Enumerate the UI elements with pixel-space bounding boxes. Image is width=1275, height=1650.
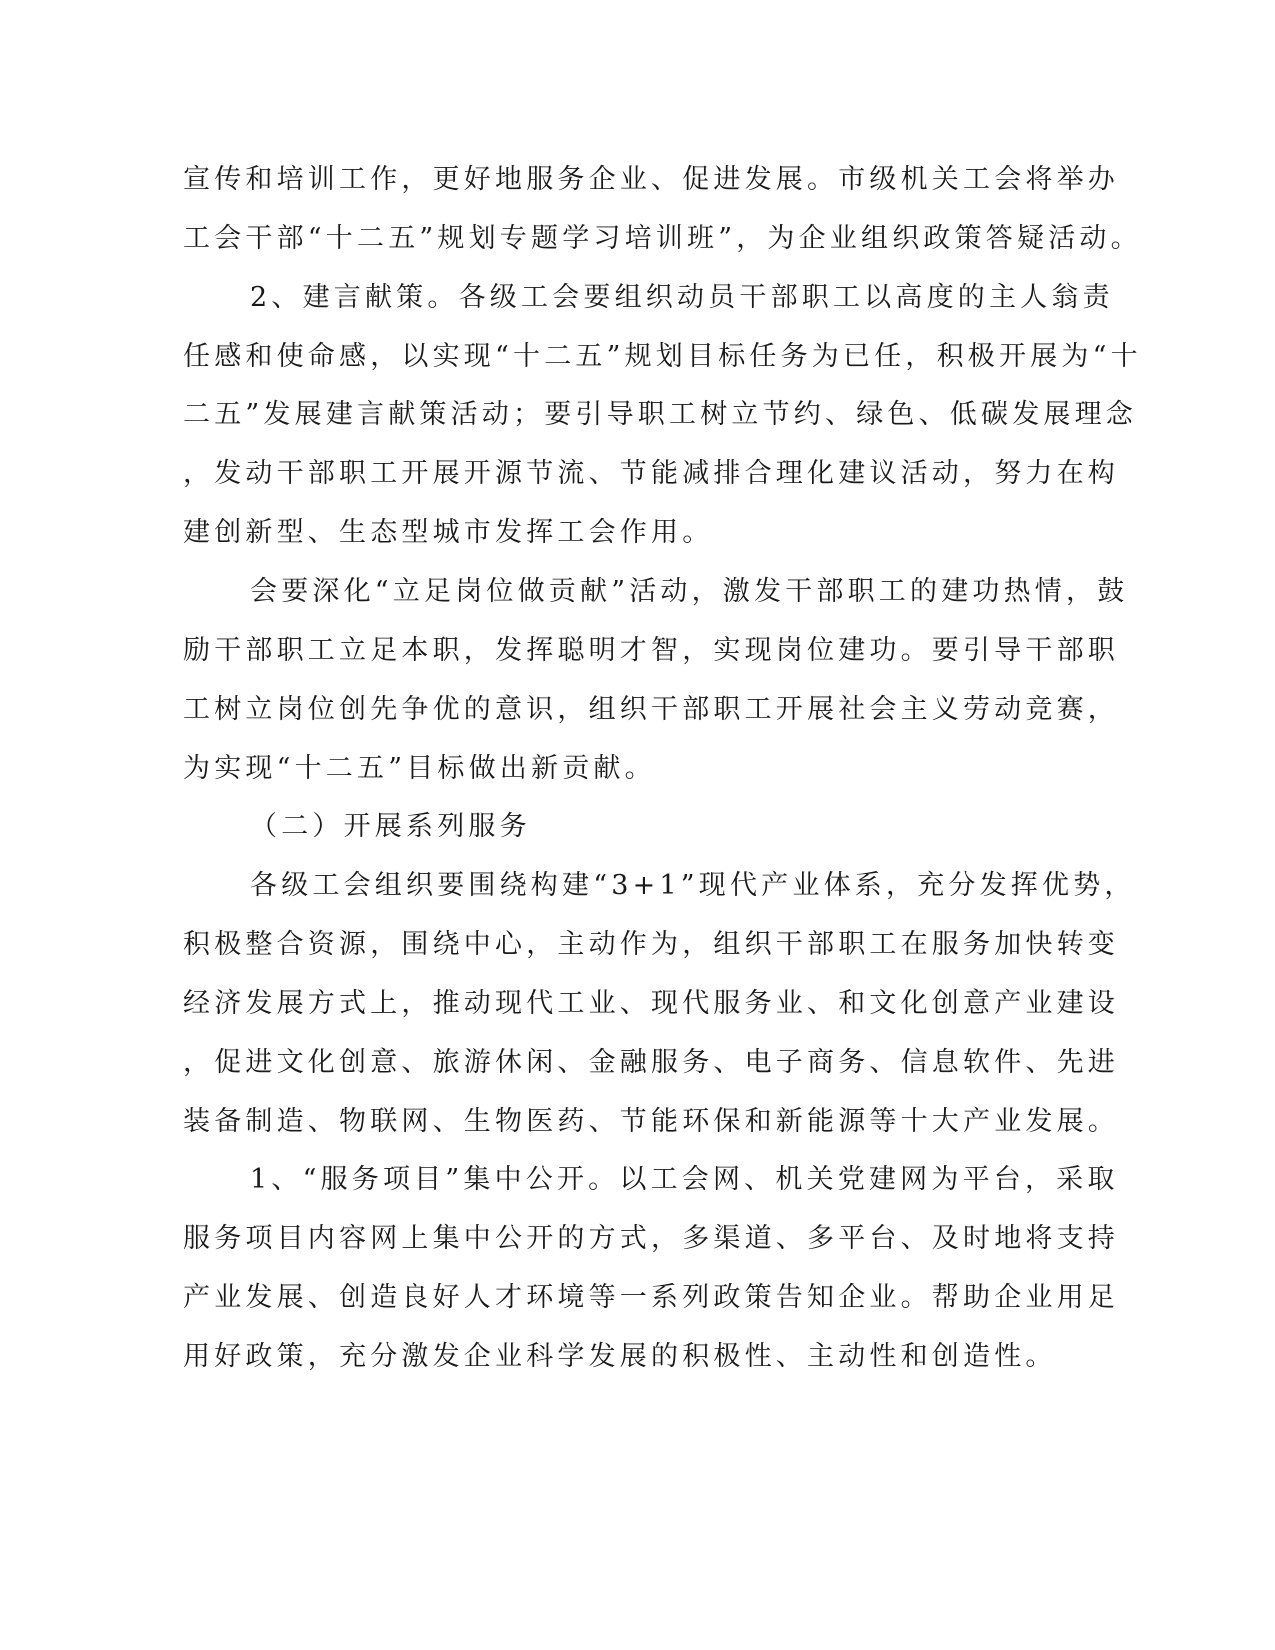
text-line: 产业发展、创造良好人才环境等一系列政策告知企业。帮助企业用足 [183,1282,1119,1313]
text-line: 1、“服务项目”集中公开。以工会网、机关党建网为平台，采取 [250,1164,1119,1195]
text-line: 经济发展方式上，推动现代工业、现代服务业、和文化创意产业建设 [183,988,1119,1019]
text-line: 工会干部“十二五”规划专题学习培训班”，为企业组织政策答疑活动。 [183,223,1142,254]
text-line: 各级工会组织要围绕构建“3+1”现代产业体系，充分发挥优势， [250,870,1136,901]
text-line: 会要深化“立足岗位做贡献”活动，激发干部职工的建功热情，鼓 [250,576,1129,607]
text-line: ，促进文化创意、旅游休闲、金融服务、电子商务、信息软件、先进 [183,1047,1119,1078]
text-line: 为实现“十二五”目标做出新贡献。 [183,753,656,784]
text-line: 任感和使命感，以实现“十二五”规划目标任务为已任，积极开展为“十 [183,341,1142,372]
text-line: 服务项目内容网上集中公开的方式，多渠道、多平台、及时地将支持 [183,1223,1119,1254]
text-line: 建创新型、生态型城市发挥工会作用。 [183,517,714,548]
text-line: 励干部职工立足本职，发挥聪明才智，实现岗位建功。要引导干部职 [183,635,1119,666]
section-heading: （二）开展系列服务 [250,811,531,842]
text-line: 2、建言献策。各级工会要组织动员干部职工以高度的主人翁责 [250,282,1114,313]
text-line: 装备制造、物联网、生物医药、节能环保和新能源等十大产业发展。 [183,1106,1119,1137]
text-line: 二五”发展建言献策活动；要引导职工树立节约、绿色、低碳发展理念 [183,399,1138,430]
text-line: 工树立岗位创先争优的意识，组织干部职工开展社会主义劳动竞赛， [183,694,1119,725]
text-line: ，发动干部职工开展开源节流、节能减排合理化建议活动，努力在构 [183,458,1119,489]
text-line: 积极整合资源，围绕中心，主动作为，组织干部职工在服务加快转变 [183,929,1119,960]
text-line: 宣传和培训工作，更好地服务企业、促进发展。市级机关工会将举办 [183,164,1119,195]
text-line: 用好政策，充分激发企业科学发展的积极性、主动性和创造性。 [183,1341,1057,1372]
